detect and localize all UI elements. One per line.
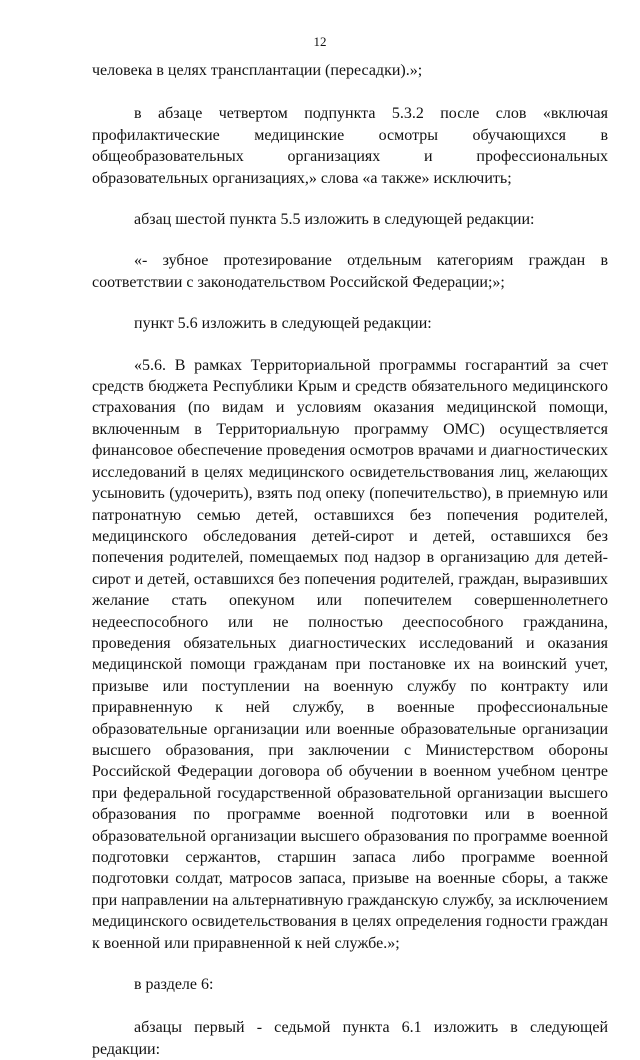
document-body xyxy=(92,60,608,1060)
paragraph-quote-dental: «- зубное протезирование отдельным категориям граждан в соответствии с законодательством Российской Федерации;»; xyxy=(92,252,608,291)
paragraph-quote-5-6: «5.6. В рамках Территориальной программы госгарантий за счет средств бюджета Республики Крым и средств обязательного медицинского страхования (по видам и условиям оказания медицинской помощи, включенным в Территориальную программу ОМС) осуществляется финансовое обеспечение проведения осмотров врачами и диагностических исследований в целях медицинского освидетельствования лиц, желающих усыновить (удочерить), взять под опеку (попечительство), в приемную или патронатную семью детей, оставшихся без попечения родителей, медицинского обследования детей-сирот и детей, оставшихся без попечения родителей, помещаемых под надзор в организацию для детей-сирот и детей, оставшихся без попечения родителей, граждан, выразивших желание стать опекуном или попечителем совершеннолетнего недееспособного или не полностью дееспособного гражданина, проведения обязательных диагностических исследований и оказания медицинской помощи гражданам при постановке их на воинский учет, призыве или поступлении на военную службу по контракту или приравненную к ней службу, в военные профессиональные образовательные организации или военные образовательные организации высшего образования, при заключении с Министерством обороны Российской Федерации договора об обучении в военном учебном центре при федеральной государственной образовательной организации высшего образования по программе военной подготовки или в военной образовательной организации высшего образования по программе военной подготовки сержантов, старшин запаса либо программе военной подготовки солдат, матросов запаса, призыве на военные сборы, а также при направлении на альтернативную гражданскую службу, за исключением медицинского освидетельствования в целях определения годности граждан к военной или приравненной к ней службе.»; xyxy=(92,356,608,952)
page-number: 12 xyxy=(313,34,327,49)
paragraph-instruction-5-6: пункт 5.6 изложить в следующей редакции: xyxy=(134,315,432,333)
paragraph-instruction-5-5: абзац шестой пункта 5.5 изложить в следующей редакции: xyxy=(134,211,535,229)
paragraph-continuation: человека в целях трансплантации (пересадки).»; xyxy=(92,62,423,79)
paragraph-amendment-5-3-2: в абзаце четвертом подпункта 5.3.2 после слов «включая профилактические медицинские осмотры обучающихся в общеобразовательных организациях и профессиональных образовательных организациях,» слова «а также» исключить; xyxy=(92,105,608,187)
paragraph-instruction-6-1: абзацы первый - седьмой пункта 6.1 изложить в следующей редакции: xyxy=(92,1019,608,1058)
paragraph-section-6: в разделе 6: xyxy=(134,976,214,994)
